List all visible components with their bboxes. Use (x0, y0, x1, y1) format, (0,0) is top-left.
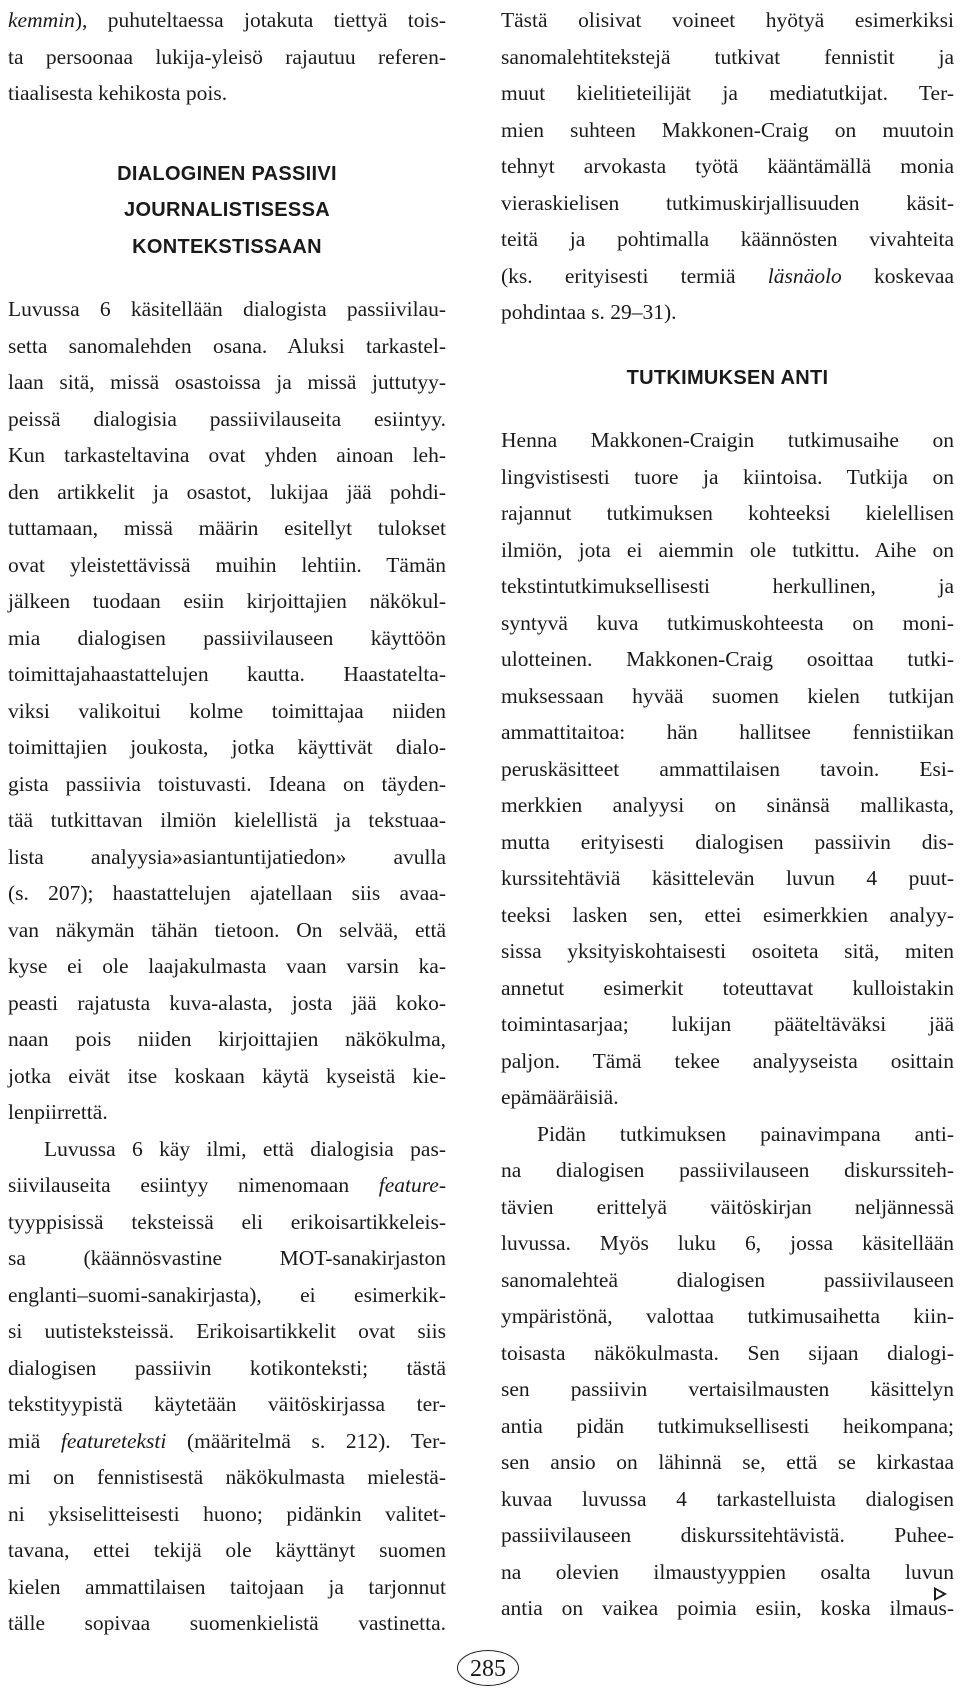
page-number: 285 (457, 1650, 519, 1686)
text-line: toimittajien joukosta, jotka käyttivät dialo- (8, 735, 446, 759)
text-line: tuttamaan, missä määrin esitellyt tulokset (8, 516, 446, 540)
left-column (8, 0, 446, 1642)
text-line: ammattitaitoa: hän hallitsee fennistiikan (501, 720, 954, 744)
text-line: epämääräisiä. (501, 1085, 619, 1109)
text-line: tää tutkittavan ilmiön kielellistä ja tekstuaa- (8, 808, 446, 832)
text-line: sen passiivin vertaisilmausten käsittelyn (501, 1377, 954, 1401)
text-line: pohdintaa s. 29–31). (501, 300, 677, 324)
text-line: gista passiivia toistuvasti. Ideana on täyden- (8, 771, 446, 796)
text-line: tiaalisesta kehikosta pois. (8, 81, 228, 105)
text-line: peruskäsitteet ammattilaisen tavoin. Esi- (501, 756, 954, 781)
text-line: ni yksiselitteisesti huono; pidänkin valitet- (8, 1501, 446, 1526)
text-line: antia on vaikea poimia esiin, koska ilmaus- (501, 1596, 954, 1620)
text-line: paljon. Tämä tekee analyyseista osittain (501, 1048, 954, 1073)
text-line: ympäristönä, valottaa tutkimusaihetta kiin- (501, 1304, 954, 1328)
heading-line: JOURNALISTISESSA (124, 199, 330, 221)
text-line: sanomalehtitekstejä tutkivat fennistit ja (501, 44, 954, 69)
text-line: Luvussa 6 käsitellään dialogista passiivilau- (8, 297, 446, 321)
text-line: teitä ja pohtimalla käännösten vivahteita (501, 227, 954, 251)
text-line: setta sanomalehden osana. Aluksi tarkastel- (8, 333, 446, 358)
text-line: tälle sopivaa suomenkielistä vastinetta. (8, 1611, 446, 1635)
text-line: kyse ei ole laajakulmasta vaan varsin ka- (8, 954, 446, 978)
paragraph (8, 291, 446, 1131)
text-line: muksessaan hyvää suomen kielen tutkijan (501, 683, 954, 708)
text-line: sen ansio on lähinnä se, että se kirkastaa (501, 1450, 954, 1474)
text-line: rajannut tutkimuksen kohteeksi kielellisen (501, 501, 954, 525)
text-line: lingvistisesti tuore ja kiintoisa. Tutkija on (501, 464, 954, 489)
text-line: viksi valikoitui kolme toimittajaa niiden (8, 698, 446, 723)
text-line: muut kielitieteilijät ja mediatutkijat. Ter- (501, 81, 954, 105)
text-line: merkkien analyysi on sinänsä mallikasta, (501, 793, 954, 817)
text-line: jotka eivät itse koskaan käytä kyseistä kie- (8, 1063, 446, 1088)
text-line: sanomalehteä dialogisen passiivilauseen (501, 1267, 954, 1292)
text-line: na olevien ilmaustyyppien osalta luvun (501, 1559, 954, 1584)
continue-arrow-icon (934, 1587, 947, 1601)
right-column (501, 0, 954, 1627)
text-line: kurssitehtäviä käsittelevän luvun 4 puut- (501, 866, 954, 890)
text-line: peissä dialogisia passiivilauseita esiintyy. (8, 406, 446, 431)
paragraph (8, 1131, 446, 1642)
text-line: syntyvä kuva tutkimuskohteesta on moni- (501, 610, 954, 635)
text-line: englanti–suomi-sanakirjasta), ei esimerkik- (8, 1282, 446, 1307)
text-line: (ks. erityisesti termiä läsnäolo koskevaa (501, 263, 954, 288)
text-line: lenpiirrettä. (8, 1100, 108, 1124)
text-line: den artikkelit ja osastot, lukijaa jää pohdi- (8, 479, 446, 504)
text-line: sissa yksityiskohtaisesti osoiteta sitä, miten (501, 939, 954, 963)
text-line: Kun tarkasteltavina ovat yhden ainoan leh- (8, 443, 446, 467)
text-line: ta persoonaa lukija-yleisö rajautuu referen- (8, 44, 446, 69)
text-line: van näkymän tähän tietoon. On selvää, että (8, 917, 446, 942)
text-line: toimittajahaastattelujen kautta. Haastatelta- (8, 662, 446, 686)
text-line: luvussa. Myös luku 6, jossa käsitellään (501, 1231, 954, 1255)
text-line: naan pois niiden kirjoittajien näkökulma, (8, 1027, 446, 1051)
text-line: kielen ammattilaisen taitojaan ja tarjonnut (8, 1574, 446, 1599)
text-line: (s. 207); haastattelujen ajatellaan siis avaa- (8, 881, 446, 905)
text-line: Pidän tutkimuksen painavimpana anti- (537, 1121, 954, 1146)
text-line: siivilauseita esiintyy nimenomaan feature- (8, 1173, 446, 1197)
text-line: tävien erittelyä väitöskirjan neljännessä (501, 1194, 954, 1219)
text-line: toimintasarjaa; lukijan pääteltäväksi jää (501, 1012, 954, 1036)
text-line: teeksi lasken sen, ettei esimerkkien analyy- (501, 902, 954, 927)
text-line: tekstintutkimuksellisesti herkullinen, ja (501, 574, 954, 598)
section-heading-dialoginen-passiivi (8, 156, 446, 266)
text-line: si uutisteksteissä. Erikoisartikkelit ovat siis (8, 1319, 446, 1343)
text-line: lista analyysia»asiantuntijatiedon» avulla (8, 844, 446, 869)
text-line: vieraskielisen tutkimuskirjallisuuden käsit- (501, 190, 954, 215)
text-line: ovat yleistettävissä muihin lehtiin. Tämän (8, 552, 446, 577)
text-line: ilmiön, jota ei aiemmin ole tutkittu. Aihe on (501, 537, 954, 562)
text-line: Henna Makkonen-Craigin tutkimusaihe on (501, 428, 954, 452)
text-line: tyyppisissä teksteissä eli erikoisartikkeleis- (8, 1209, 446, 1234)
text-line: mia dialogisen passiivilauseen käyttöön (8, 625, 446, 650)
text-line: peasti rajatusta kuva-alasta, josta jää koko- (8, 990, 446, 1015)
paragraph (501, 2, 954, 331)
text-line: kuvaa luvussa 4 tarkastelluista dialogisen (501, 1486, 954, 1511)
text-line: Tästä olisivat voineet hyötyä esimerkiksi (501, 8, 954, 32)
paragraph (501, 422, 954, 1116)
text-line: passiivilauseen diskurssitehtävistä. Puhee- (501, 1523, 954, 1547)
paragraph (501, 1116, 954, 1627)
text-line: tavana, ettei tekijä ole käyttänyt suomen (8, 1538, 446, 1562)
text-line: sa (käännösvastine MOT-sanakirjaston (8, 1246, 446, 1270)
text-line: mien suhteen Makkonen-Craig on muutoin (501, 117, 954, 142)
text-line: mutta erityisesti dialogisen passiivin dis- (501, 829, 954, 854)
text-line: na dialogisen passiivilauseen diskurssiteh- (501, 1158, 954, 1182)
text-line: miä featureteksti (määritelmä s. 212). Ter- (8, 1428, 446, 1453)
text-line: dialogisen passiivin kotikonteksti; tästä (8, 1355, 446, 1380)
text-line: mi on fennistisestä näkökulmasta mielestä- (8, 1465, 446, 1489)
text-line: tekstityypistä käytetään väitöskirjassa ter- (8, 1392, 446, 1416)
heading-line: DIALOGINEN PASSIIVI (117, 162, 337, 185)
text-line: toisasta näkökulmasta. Sen sijaan dialogi- (501, 1340, 954, 1365)
text-line: kemmin), puhuteltaessa jotakuta tiettyä tois- (8, 8, 446, 32)
text-line: laan sitä, missä osastoissa ja missä juttutyy- (8, 370, 446, 394)
text-line: jälkeen tuodaan esiin kirjoittajien näkökul- (8, 589, 446, 613)
text-line: antia pidän tutkimuksellisesti heikompana; (501, 1413, 954, 1438)
text-line: Luvussa 6 käy ilmi, että dialogisia pas- (44, 1136, 446, 1161)
heading-line: KONTEKSTISSAAN (132, 235, 322, 258)
text-line: tehnyt arvokasta työtä kääntämällä monia (501, 154, 954, 178)
section-heading-tutkimuksen-anti: TUTKIMUKSEN ANTI (626, 366, 829, 389)
text-line: annetut esimerkit toteuttavat kulloistakin (501, 975, 954, 1000)
text-line: ulotteinen. Makkonen-Craig osoittaa tutki- (501, 647, 954, 671)
